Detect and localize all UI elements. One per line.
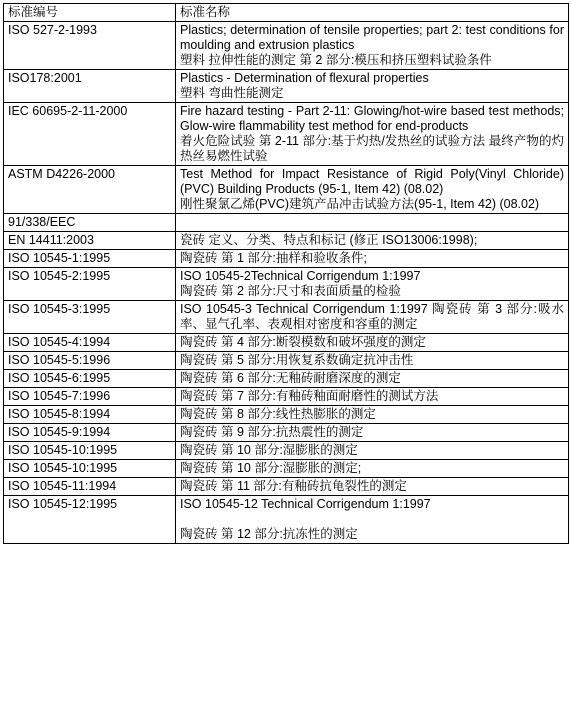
standard-code: ISO 10545-1:1995: [4, 250, 176, 268]
blank-line: [180, 215, 564, 230]
standard-code: ISO 10545-11:1994: [4, 478, 176, 496]
standard-code: ISO 527-2-1993: [4, 22, 176, 70]
blank-line: [180, 512, 564, 527]
standard-name-line: 陶瓷砖 第 5 部分:用恢复系数确定抗冲击性: [180, 353, 414, 367]
standard-name-line: Fire hazard testing - Part 2-11: Glowing/hot-wire based test methods; Glow-wire flammability test method for end-products: [180, 104, 564, 133]
standard-name: [176, 424, 569, 442]
standard-code: EN 14411:2003: [4, 232, 176, 250]
table-row: [4, 70, 569, 103]
standard-code: ISO 10545-8:1994: [4, 406, 176, 424]
table-row: [4, 424, 569, 442]
table-row: [4, 442, 569, 460]
standard-name: [176, 22, 569, 70]
standard-name: [176, 301, 569, 334]
standard-name-line: 陶瓷砖 第 10 部分:湿膨胀的测定: [180, 443, 358, 457]
table-row: [4, 406, 569, 424]
table-row: [4, 250, 569, 268]
table-row: [4, 301, 569, 334]
standard-code: ISO 10545-3:1995: [4, 301, 176, 334]
standard-name-line: 陶瓷砖 第 6 部分:无釉砖耐磨深度的测定: [180, 371, 401, 385]
table-row: [4, 460, 569, 478]
standard-name: [176, 388, 569, 406]
standard-name-line: 陶瓷砖 第 4 部分:断裂模数和破坏强度的测定: [180, 335, 426, 349]
standard-code: ISO 10545-10:1995: [4, 442, 176, 460]
standard-code: ISO 10545-9:1994: [4, 424, 176, 442]
header-row: [4, 4, 569, 22]
standard-name-line: 陶瓷砖 第 7 部分:有釉砖釉面耐磨性的测试方法: [180, 389, 439, 403]
standard-name-line: 塑料 弯曲性能测定: [180, 86, 284, 100]
standard-code: ISO 10545-2:1995: [4, 268, 176, 301]
standard-name-line: 陶瓷砖 第 2 部分:尺寸和表面质量的检验: [180, 284, 401, 298]
standard-name-line: Test Method for Impact Resistance of Rigid Poly(Vinyl Chloride) (PVC) Building Products (95-1, Item 42) (08.02): [180, 167, 564, 196]
standards-table: [3, 3, 569, 544]
header-code: 标准编号: [4, 4, 176, 22]
standard-name-line: Plastics - Determination of flexural properties: [180, 71, 429, 85]
table-row: [4, 370, 569, 388]
header-name: 标准名称: [176, 4, 569, 22]
standard-name: [176, 268, 569, 301]
standard-name: [176, 460, 569, 478]
standard-code: ISO 10545-12:1995: [4, 496, 176, 544]
standard-name-line: 陶瓷砖 第 11 部分:有釉砖抗龟裂性的测定: [180, 479, 407, 493]
standard-name: [176, 442, 569, 460]
table-row: [4, 166, 569, 214]
standard-name: [176, 214, 569, 232]
standard-name-line: 着火危险试验 第 2-11 部分:基于灼热/发热丝的试验方法 最终产物的灼热丝易燃性试验: [180, 134, 564, 163]
standard-code: ISO 10545-4:1994: [4, 334, 176, 352]
standard-name: [176, 70, 569, 103]
standard-name-line: 刚性聚氯乙烯(PVC)建筑产品冲击试验方法(95-1, Item 42) (08.02): [180, 197, 540, 211]
table-row: [4, 103, 569, 166]
standard-name-line: 陶瓷砖 第 9 部分:抗热震性的测定: [180, 425, 364, 439]
table-row: [4, 22, 569, 70]
standard-name: [176, 406, 569, 424]
standard-name: [176, 250, 569, 268]
standard-name-line: 塑料 拉伸性能的测定 第 2 部分:模压和挤压塑料试验条件: [180, 53, 492, 67]
standard-code: ASTM D4226-2000: [4, 166, 176, 214]
standard-code: ISO 10545-5:1996: [4, 352, 176, 370]
standard-code: 91/338/EEC: [4, 214, 176, 232]
standard-name: [176, 478, 569, 496]
standard-name: [176, 103, 569, 166]
standard-code: ISO 10545-6:1995: [4, 370, 176, 388]
standard-code: ISO 10545-7:1996: [4, 388, 176, 406]
table-row: [4, 214, 569, 232]
standard-name: [176, 166, 569, 214]
standard-name: [176, 232, 569, 250]
table-row: [4, 352, 569, 370]
standard-name: [176, 352, 569, 370]
standard-code: ISO178:2001: [4, 70, 176, 103]
standard-name: [176, 334, 569, 352]
table-body: [4, 22, 569, 544]
standard-name-line: 陶瓷砖 第 8 部分:线性热膨胀的测定: [180, 407, 376, 421]
standard-name-line: ISO 10545-2Technical Corrigendum 1:1997: [180, 269, 421, 283]
standard-code: ISO 10545-10:1995: [4, 460, 176, 478]
standard-name-line: ISO 10545-12 Technical Corrigendum 1:1997: [180, 497, 431, 511]
table-row: [4, 478, 569, 496]
standard-name-line: 陶瓷砖 第 12 部分:抗冻性的测定: [180, 527, 358, 541]
table-row: [4, 334, 569, 352]
standard-name-line: 陶瓷砖 第 10 部分:湿膨胀的测定;: [180, 461, 362, 475]
table-row: [4, 232, 569, 250]
table-row: [4, 388, 569, 406]
table-row: [4, 496, 569, 544]
table-row: [4, 268, 569, 301]
standard-name-line: 瓷砖 定义、分类、特点和标记 (修正 ISO13006:1998);: [180, 233, 478, 247]
standard-name-line: Plastics; determination of tensile properties; part 2: test conditions for moulding and extrusion plastics: [180, 23, 564, 52]
standard-name-line: ISO 10545-3 Technical Corrigendum 1:1997 陶瓷砖 第 3 部分:吸水率、显气孔率、表观相对密度和容重的测定: [180, 302, 564, 331]
standard-name: [176, 370, 569, 388]
standard-name-line: 陶瓷砖 第 1 部分:抽样和验收条件;: [180, 251, 367, 265]
standard-name: [176, 496, 569, 544]
standard-code: IEC 60695-2-11-2000: [4, 103, 176, 166]
